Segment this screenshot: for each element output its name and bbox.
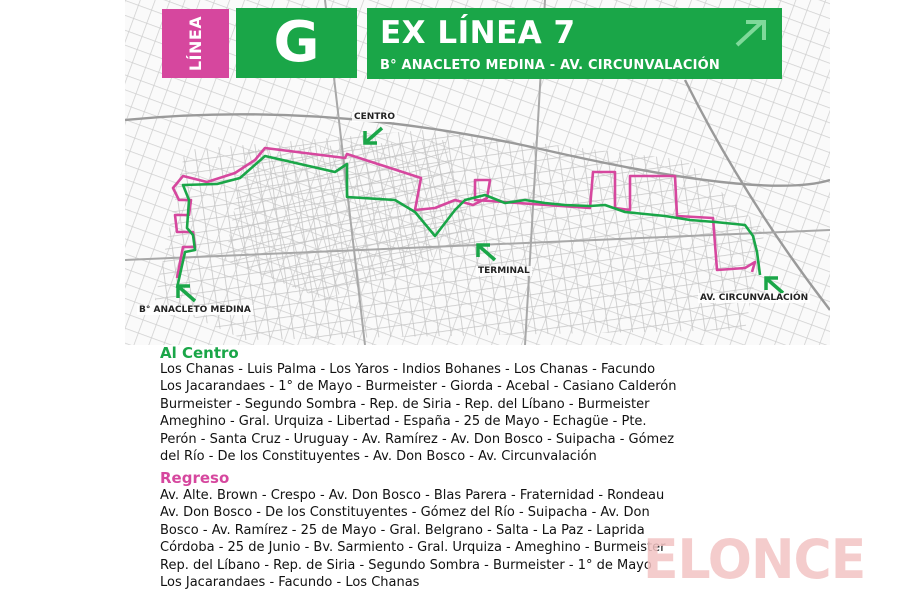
street-line: Rep. del Líbano - Rep. de Siria - Segundo Sombra - Burmeister - 1° de Mayo: [160, 557, 652, 573]
street-line: Bosco - Av. Ramírez - 25 de Mayo - Gral. Belgrano - Salta - La Paz - Laprida: [160, 522, 645, 538]
street-line: Perón - Santa Cruz - Uruguay - Av. Ramírez - Av. Don Bosco - Suipacha - Gómez: [160, 431, 675, 447]
al-centro-streets: [160, 361, 800, 465]
regreso-title: Regreso: [160, 469, 230, 487]
linea-label: LÍNEA: [185, 15, 205, 72]
street-line: Córdoba - 25 de Junio - Bv. Sarmiento - Gral. Urquiza - Ameghino - Burmeister: [160, 540, 666, 556]
linea-badge: [162, 9, 229, 78]
arrow-up-left-icon: [175, 283, 197, 303]
arrow-up-right-icon: [734, 18, 768, 48]
street-line: Ameghino - Gral. Urquiza - Libertad - España - 25 de Mayo - Echagüe - Pte.: [160, 414, 647, 430]
street-line: Av. Don Bosco - De los Constituyentes - Gómez del Río - Suipacha - Av. Don: [160, 505, 650, 521]
street-line: Los Jacarandaes - 1° de Mayo - Burmeister - Giorda - Acebal - Casiano Calderón: [160, 379, 677, 395]
map-label-circunvalacion: AV. CIRCUNVALACIÓN: [700, 293, 809, 303]
street-line: Los Chanas - Luis Palma - Los Yaros - Indios Bohanes - Los Chanas - Facundo: [160, 362, 656, 377]
line-letter-badge: [236, 8, 357, 78]
arrow-up-left-icon: [763, 275, 785, 295]
arrow-down-left-icon: [362, 126, 384, 146]
line-name-banner: [367, 8, 782, 79]
street-line: Los Jacarandaes - Facundo - Los Chanas: [160, 575, 420, 591]
elonce-watermark: ELONCE: [643, 528, 866, 592]
street-line: del Río - De los Constituyentes - Av. Don Bosco - Av. Circunvalación: [160, 449, 597, 465]
line-title: EX LÍNEA 7: [380, 15, 576, 51]
line-letter: G: [273, 10, 320, 75]
map-label-centro: CENTRO: [354, 112, 396, 122]
street-line: Burmeister - Segundo Sombra - Rep. de Siria - Rep. del Líbano - Burmeister: [160, 396, 650, 412]
map-label-anacleto-medina: B° ANACLETO MEDINA: [139, 305, 251, 315]
street-line: Av. Alte. Brown - Crespo - Av. Don Bosco - Blas Parera - Fraternidad - Rondeau: [160, 488, 665, 503]
map-label-terminal: TERMINAL: [478, 266, 530, 276]
arrow-up-left-icon: [475, 242, 497, 262]
line-subtitle: B° ANACLETO MEDINA - AV. CIRCUNVALACIÓN: [380, 58, 721, 73]
al-centro-title: Al Centro: [160, 344, 239, 362]
